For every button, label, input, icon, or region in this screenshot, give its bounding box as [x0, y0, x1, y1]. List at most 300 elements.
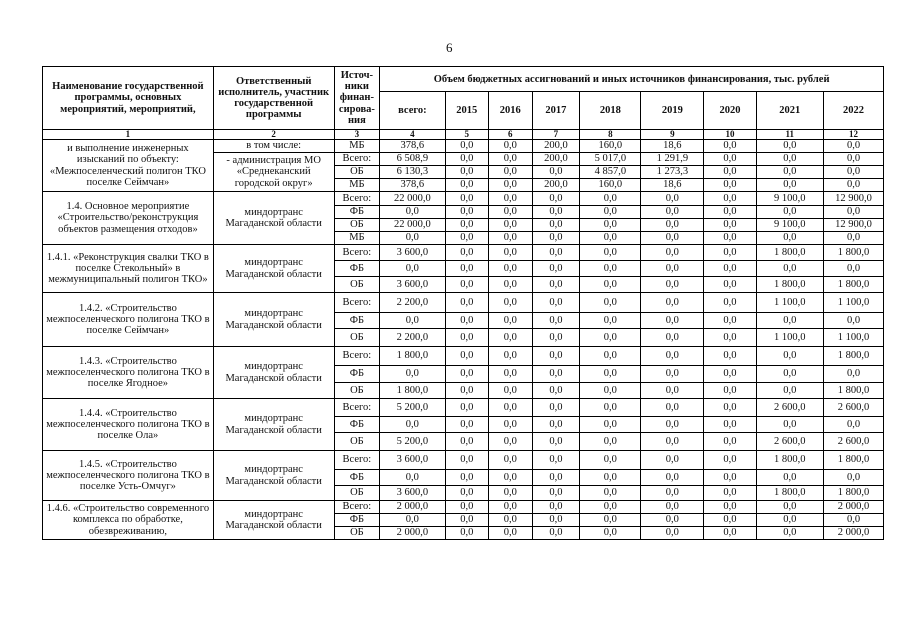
year-value: 0,0 — [489, 206, 533, 219]
total-value: 0,0 — [380, 206, 445, 219]
year-value: 0,0 — [580, 366, 641, 383]
year-value: 0,0 — [532, 399, 580, 417]
year-value: 0,0 — [445, 451, 489, 470]
year-value: 0,0 — [704, 399, 756, 417]
year-value: 0,0 — [756, 140, 823, 153]
col-number: 8 — [580, 130, 641, 140]
year-value: 0,0 — [580, 261, 641, 277]
header-year: 2015 — [445, 92, 489, 130]
table-row — [43, 293, 884, 313]
year-value: 0,0 — [641, 206, 704, 219]
year-value: 0,0 — [489, 140, 533, 153]
year-value: 0,0 — [580, 433, 641, 451]
year-value: 0,0 — [704, 261, 756, 277]
year-value: 9 100,0 — [756, 219, 823, 232]
year-value: 160,0 — [580, 179, 641, 192]
year-value: 160,0 — [580, 140, 641, 153]
year-value: 0,0 — [489, 501, 533, 514]
year-value: 1 800,0 — [824, 486, 884, 501]
funding-source: ОБ — [334, 166, 380, 179]
year-value: 0,0 — [489, 232, 533, 245]
year-value: 0,0 — [445, 347, 489, 366]
header-year: 2017 — [532, 92, 580, 130]
year-value: 0,0 — [532, 232, 580, 245]
year-value: 0,0 — [756, 470, 823, 486]
year-value: 0,0 — [704, 366, 756, 383]
col-number: 4 — [380, 130, 445, 140]
year-value: 0,0 — [704, 514, 756, 527]
year-value: 2 600,0 — [824, 433, 884, 451]
year-value: 0,0 — [704, 232, 756, 245]
year-value: 0,0 — [756, 153, 823, 166]
year-value: 0,0 — [641, 399, 704, 417]
year-value: 0,0 — [532, 245, 580, 261]
year-value: 0,0 — [824, 261, 884, 277]
year-value: 0,0 — [532, 451, 580, 470]
year-value: 0,0 — [641, 366, 704, 383]
year-value: 0,0 — [641, 470, 704, 486]
header-year: 2019 — [641, 92, 704, 130]
year-value: 0,0 — [824, 179, 884, 192]
year-value: 0,0 — [489, 470, 533, 486]
year-value: 0,0 — [489, 166, 533, 179]
year-value: 1 800,0 — [824, 451, 884, 470]
year-value: 9 100,0 — [756, 192, 823, 206]
total-value: 1 800,0 — [380, 347, 445, 366]
year-value: 0,0 — [641, 383, 704, 399]
year-value: 0,0 — [824, 417, 884, 433]
year-value: 0,0 — [704, 470, 756, 486]
year-value: 0,0 — [532, 329, 580, 347]
year-value: 0,0 — [641, 219, 704, 232]
funding-source: МБ — [334, 232, 380, 245]
page-number: 6 — [446, 40, 453, 55]
year-value: 0,0 — [532, 486, 580, 501]
year-value: 0,0 — [704, 417, 756, 433]
header-year: 2020 — [704, 92, 756, 130]
year-value: 0,0 — [704, 245, 756, 261]
col-number: 7 — [532, 130, 580, 140]
total-value: 3 600,0 — [380, 451, 445, 470]
year-value: 0,0 — [532, 501, 580, 514]
header-year: 2016 — [489, 92, 533, 130]
total-value: 22 000,0 — [380, 219, 445, 232]
year-value: 2 600,0 — [756, 399, 823, 417]
year-value: 0,0 — [704, 433, 756, 451]
year-value: 0,0 — [580, 206, 641, 219]
year-value: 0,0 — [445, 501, 489, 514]
executor-cell: - администрация МО «Среднеканский городской округ» — [213, 153, 334, 192]
year-value: 0,0 — [532, 470, 580, 486]
year-value: 0,0 — [756, 232, 823, 245]
col-number: 2 — [213, 130, 334, 140]
year-value: 0,0 — [704, 277, 756, 293]
year-value: 2 000,0 — [824, 501, 884, 514]
year-value: 0,0 — [580, 245, 641, 261]
year-value: 0,0 — [445, 245, 489, 261]
year-value: 0,0 — [445, 329, 489, 347]
year-value: 0,0 — [489, 293, 533, 313]
year-value: 0,0 — [756, 383, 823, 399]
year-value: 0,0 — [704, 313, 756, 329]
year-value: 0,0 — [824, 514, 884, 527]
year-value: 0,0 — [580, 347, 641, 366]
year-value: 0,0 — [580, 383, 641, 399]
year-value: 2 600,0 — [756, 433, 823, 451]
funding-source: ОБ — [334, 486, 380, 501]
year-value: 0,0 — [489, 192, 533, 206]
executor-cell: в том числе: — [213, 140, 334, 153]
year-value: 0,0 — [489, 245, 533, 261]
year-value: 0,0 — [489, 347, 533, 366]
total-value: 3 600,0 — [380, 245, 445, 261]
measure-name: 1.4.1. «Реконструкция свалки ТКО в поселке Стекольный» в межмуниципальный полигон ТКО» — [43, 245, 214, 293]
year-value: 0,0 — [641, 527, 704, 540]
measure-name: 1.4.5. «Строительство межпоселенческого полигона ТКО в поселке Усть-Омчуг» — [43, 451, 214, 501]
year-value: 0,0 — [532, 313, 580, 329]
year-value: 1 800,0 — [824, 347, 884, 366]
year-value: 0,0 — [489, 313, 533, 329]
year-value: 1 800,0 — [756, 245, 823, 261]
year-value: 0,0 — [824, 206, 884, 219]
year-value: 0,0 — [641, 261, 704, 277]
total-value: 5 200,0 — [380, 399, 445, 417]
year-value: 0,0 — [756, 347, 823, 366]
funding-source: ФБ — [334, 313, 380, 329]
year-value: 0,0 — [532, 433, 580, 451]
year-value: 0,0 — [445, 433, 489, 451]
col-number: 9 — [641, 130, 704, 140]
year-value: 0,0 — [704, 206, 756, 219]
total-value: 5 200,0 — [380, 433, 445, 451]
year-value: 1 100,0 — [756, 293, 823, 313]
year-value: 0,0 — [641, 501, 704, 514]
table-row — [43, 347, 884, 366]
total-value: 0,0 — [380, 232, 445, 245]
year-value: 4 857,0 — [580, 166, 641, 179]
table-row — [43, 192, 884, 206]
year-value: 1 100,0 — [824, 329, 884, 347]
year-value: 0,0 — [445, 470, 489, 486]
year-value: 0,0 — [489, 514, 533, 527]
year-value: 0,0 — [445, 277, 489, 293]
funding-source: ОБ — [334, 383, 380, 399]
year-value: 2 000,0 — [824, 527, 884, 540]
year-value: 0,0 — [489, 433, 533, 451]
year-value: 0,0 — [641, 245, 704, 261]
year-value: 1 800,0 — [756, 486, 823, 501]
year-value: 0,0 — [580, 277, 641, 293]
year-value: 0,0 — [532, 219, 580, 232]
year-value: 0,0 — [445, 383, 489, 399]
year-value: 0,0 — [704, 179, 756, 192]
measure-name: и выполнение инженерных изысканий по объекту: «Межпоселенческий полигон ТКО поселке Сеймчан» — [43, 140, 214, 192]
executor-cell: миндортранс Магаданской области — [213, 192, 334, 245]
year-value: 0,0 — [704, 451, 756, 470]
year-value: 0,0 — [641, 433, 704, 451]
total-value: 22 000,0 — [380, 192, 445, 206]
funding-source: ОБ — [334, 433, 380, 451]
year-value: 1 800,0 — [824, 277, 884, 293]
funding-source: Всего: — [334, 451, 380, 470]
year-value: 0,0 — [704, 486, 756, 501]
total-value: 0,0 — [380, 313, 445, 329]
year-value: 0,0 — [580, 470, 641, 486]
year-value: 0,0 — [445, 140, 489, 153]
year-value: 0,0 — [580, 501, 641, 514]
year-value: 0,0 — [532, 261, 580, 277]
year-value: 0,0 — [489, 383, 533, 399]
year-value: 0,0 — [532, 293, 580, 313]
year-value: 200,0 — [532, 179, 580, 192]
year-value: 0,0 — [489, 261, 533, 277]
year-value: 0,0 — [824, 140, 884, 153]
year-value: 0,0 — [704, 383, 756, 399]
funding-source: Всего: — [334, 153, 380, 166]
funding-source: ФБ — [334, 261, 380, 277]
year-value: 1 273,3 — [641, 166, 704, 179]
year-value: 0,0 — [641, 277, 704, 293]
year-value: 0,0 — [489, 219, 533, 232]
year-value: 0,0 — [641, 417, 704, 433]
year-value: 1 291,9 — [641, 153, 704, 166]
year-value: 0,0 — [532, 192, 580, 206]
year-value: 0,0 — [756, 206, 823, 219]
year-value: 0,0 — [489, 417, 533, 433]
year-value: 0,0 — [580, 451, 641, 470]
total-value: 3 600,0 — [380, 486, 445, 501]
year-value: 1 800,0 — [756, 451, 823, 470]
year-value: 0,0 — [489, 153, 533, 166]
year-value: 12 900,0 — [824, 219, 884, 232]
year-value: 0,0 — [756, 179, 823, 192]
year-value: 0,0 — [445, 417, 489, 433]
measure-name: 1.4.4. «Строительство межпоселенческого полигона ТКО в поселке Ола» — [43, 399, 214, 451]
year-value: 0,0 — [580, 399, 641, 417]
total-value: 2 200,0 — [380, 329, 445, 347]
year-value: 200,0 — [532, 153, 580, 166]
year-value: 0,0 — [580, 313, 641, 329]
year-value: 0,0 — [445, 232, 489, 245]
funding-source: Всего: — [334, 192, 380, 206]
header-total: всего: — [380, 92, 445, 130]
year-value: 0,0 — [580, 417, 641, 433]
table-row — [43, 140, 884, 153]
year-value: 0,0 — [641, 232, 704, 245]
year-value: 0,0 — [532, 366, 580, 383]
year-value: 0,0 — [824, 366, 884, 383]
table-row — [43, 245, 884, 261]
year-value: 0,0 — [489, 399, 533, 417]
funding-source: ОБ — [334, 329, 380, 347]
year-value: 200,0 — [532, 140, 580, 153]
year-value: 5 017,0 — [580, 153, 641, 166]
year-value: 0,0 — [824, 153, 884, 166]
funding-source: Всего: — [334, 347, 380, 366]
funding-source: Всего: — [334, 501, 380, 514]
funding-source: ОБ — [334, 219, 380, 232]
year-value: 0,0 — [580, 219, 641, 232]
year-value: 0,0 — [445, 206, 489, 219]
year-value: 0,0 — [580, 293, 641, 313]
header-executor: Ответственный исполнитель, участник государственной программы — [213, 67, 334, 130]
column-numbers-row — [43, 130, 884, 140]
year-value: 0,0 — [704, 153, 756, 166]
year-value: 0,0 — [532, 206, 580, 219]
year-value: 0,0 — [824, 470, 884, 486]
measure-name: 1.4.6. «Строительство современного комплекса по обработке, обезвреживанию, — [43, 501, 214, 540]
year-value: 0,0 — [641, 451, 704, 470]
total-value: 378,6 — [380, 140, 445, 153]
year-value: 1 100,0 — [756, 329, 823, 347]
year-value: 0,0 — [756, 527, 823, 540]
total-value: 1 800,0 — [380, 383, 445, 399]
year-value: 0,0 — [445, 153, 489, 166]
year-value: 0,0 — [704, 192, 756, 206]
year-value: 18,6 — [641, 140, 704, 153]
total-value: 0,0 — [380, 366, 445, 383]
col-number: 10 — [704, 130, 756, 140]
header-year: 2022 — [824, 92, 884, 130]
executor-cell: миндортранс Магаданской области — [213, 399, 334, 451]
total-value: 3 600,0 — [380, 277, 445, 293]
funding-source: ФБ — [334, 470, 380, 486]
year-value: 18,6 — [641, 179, 704, 192]
col-number: 3 — [334, 130, 380, 140]
year-value: 1 800,0 — [824, 383, 884, 399]
year-value: 0,0 — [756, 366, 823, 383]
col-number: 11 — [756, 130, 823, 140]
year-value: 0,0 — [489, 366, 533, 383]
col-number: 6 — [489, 130, 533, 140]
year-value: 0,0 — [641, 514, 704, 527]
year-value: 0,0 — [489, 527, 533, 540]
year-value: 0,0 — [532, 166, 580, 179]
year-value: 0,0 — [445, 261, 489, 277]
measure-name: 1.4. Основное мероприятие «Строительство/реконструкция объектов размещения отходов» — [43, 192, 214, 245]
measure-name: 1.4.3. «Строительство межпоселенческого полигона ТКО в поселке Ягодное» — [43, 347, 214, 399]
year-value: 2 600,0 — [824, 399, 884, 417]
year-value: 0,0 — [532, 527, 580, 540]
header-year: 2021 — [756, 92, 823, 130]
year-value: 1 800,0 — [824, 245, 884, 261]
year-value: 0,0 — [824, 313, 884, 329]
year-value: 0,0 — [580, 514, 641, 527]
funding-source: МБ — [334, 179, 380, 192]
year-value: 0,0 — [704, 166, 756, 179]
funding-source: ФБ — [334, 366, 380, 383]
executor-cell: миндортранс Магаданской области — [213, 501, 334, 540]
year-value: 0,0 — [756, 261, 823, 277]
year-value: 0,0 — [824, 232, 884, 245]
year-value: 0,0 — [489, 329, 533, 347]
table-row — [43, 501, 884, 514]
year-value: 0,0 — [641, 329, 704, 347]
year-value: 0,0 — [641, 486, 704, 501]
year-value: 0,0 — [704, 329, 756, 347]
table-row — [43, 399, 884, 417]
year-value: 0,0 — [532, 514, 580, 527]
year-value: 0,0 — [489, 277, 533, 293]
total-value: 6 508,9 — [380, 153, 445, 166]
funding-source: Всего: — [334, 399, 380, 417]
year-value: 0,0 — [532, 347, 580, 366]
year-value: 0,0 — [580, 527, 641, 540]
year-value: 12 900,0 — [824, 192, 884, 206]
year-value: 0,0 — [489, 179, 533, 192]
year-value: 1 800,0 — [756, 277, 823, 293]
year-value: 0,0 — [641, 293, 704, 313]
year-value: 0,0 — [532, 417, 580, 433]
funding-source: ФБ — [334, 514, 380, 527]
header-name: Наименование государственной программы, основных мероприятий, мероприятий, — [43, 67, 214, 130]
year-value: 0,0 — [580, 232, 641, 245]
total-value: 0,0 — [380, 261, 445, 277]
executor-cell: миндортранс Магаданской области — [213, 451, 334, 501]
total-value: 378,6 — [380, 179, 445, 192]
funding-source: МБ — [334, 140, 380, 153]
total-value: 0,0 — [380, 470, 445, 486]
year-value: 0,0 — [489, 451, 533, 470]
year-value: 0,0 — [641, 347, 704, 366]
year-value: 0,0 — [445, 313, 489, 329]
executor-cell: миндортранс Магаданской области — [213, 347, 334, 399]
year-value: 0,0 — [756, 166, 823, 179]
year-value: 0,0 — [641, 313, 704, 329]
year-value: 0,0 — [580, 329, 641, 347]
year-value: 0,0 — [445, 486, 489, 501]
executor-cell: миндортранс Магаданской области — [213, 293, 334, 347]
year-value: 0,0 — [445, 514, 489, 527]
total-value: 0,0 — [380, 514, 445, 527]
year-value: 0,0 — [704, 527, 756, 540]
col-number: 1 — [43, 130, 214, 140]
total-value: 2 000,0 — [380, 527, 445, 540]
year-value: 0,0 — [445, 293, 489, 313]
year-value: 0,0 — [445, 166, 489, 179]
year-value: 0,0 — [704, 140, 756, 153]
year-value: 0,0 — [704, 219, 756, 232]
year-value: 1 100,0 — [824, 293, 884, 313]
col-number: 5 — [445, 130, 489, 140]
year-value: 0,0 — [445, 192, 489, 206]
year-value: 0,0 — [445, 399, 489, 417]
year-value: 0,0 — [756, 514, 823, 527]
funding-source: ОБ — [334, 527, 380, 540]
header-year: 2018 — [580, 92, 641, 130]
funding-source: Всего: — [334, 293, 380, 313]
year-value: 0,0 — [580, 486, 641, 501]
header-funding: Объем бюджетных ассигнований и иных источников финансирования, тыс. рублей — [380, 67, 884, 92]
year-value: 0,0 — [824, 166, 884, 179]
year-value: 0,0 — [532, 383, 580, 399]
year-value: 0,0 — [756, 417, 823, 433]
total-value: 0,0 — [380, 417, 445, 433]
year-value: 0,0 — [704, 501, 756, 514]
budget-table — [42, 66, 884, 540]
year-value: 0,0 — [489, 486, 533, 501]
header-source: Источ- ники финан- сирова- ния — [334, 67, 380, 130]
year-value: 0,0 — [532, 277, 580, 293]
table-row — [43, 451, 884, 470]
year-value: 0,0 — [445, 179, 489, 192]
funding-source: ФБ — [334, 417, 380, 433]
year-value: 0,0 — [445, 527, 489, 540]
year-value: 0,0 — [580, 192, 641, 206]
funding-source: ОБ — [334, 277, 380, 293]
year-value: 0,0 — [445, 366, 489, 383]
funding-source: ФБ — [334, 206, 380, 219]
